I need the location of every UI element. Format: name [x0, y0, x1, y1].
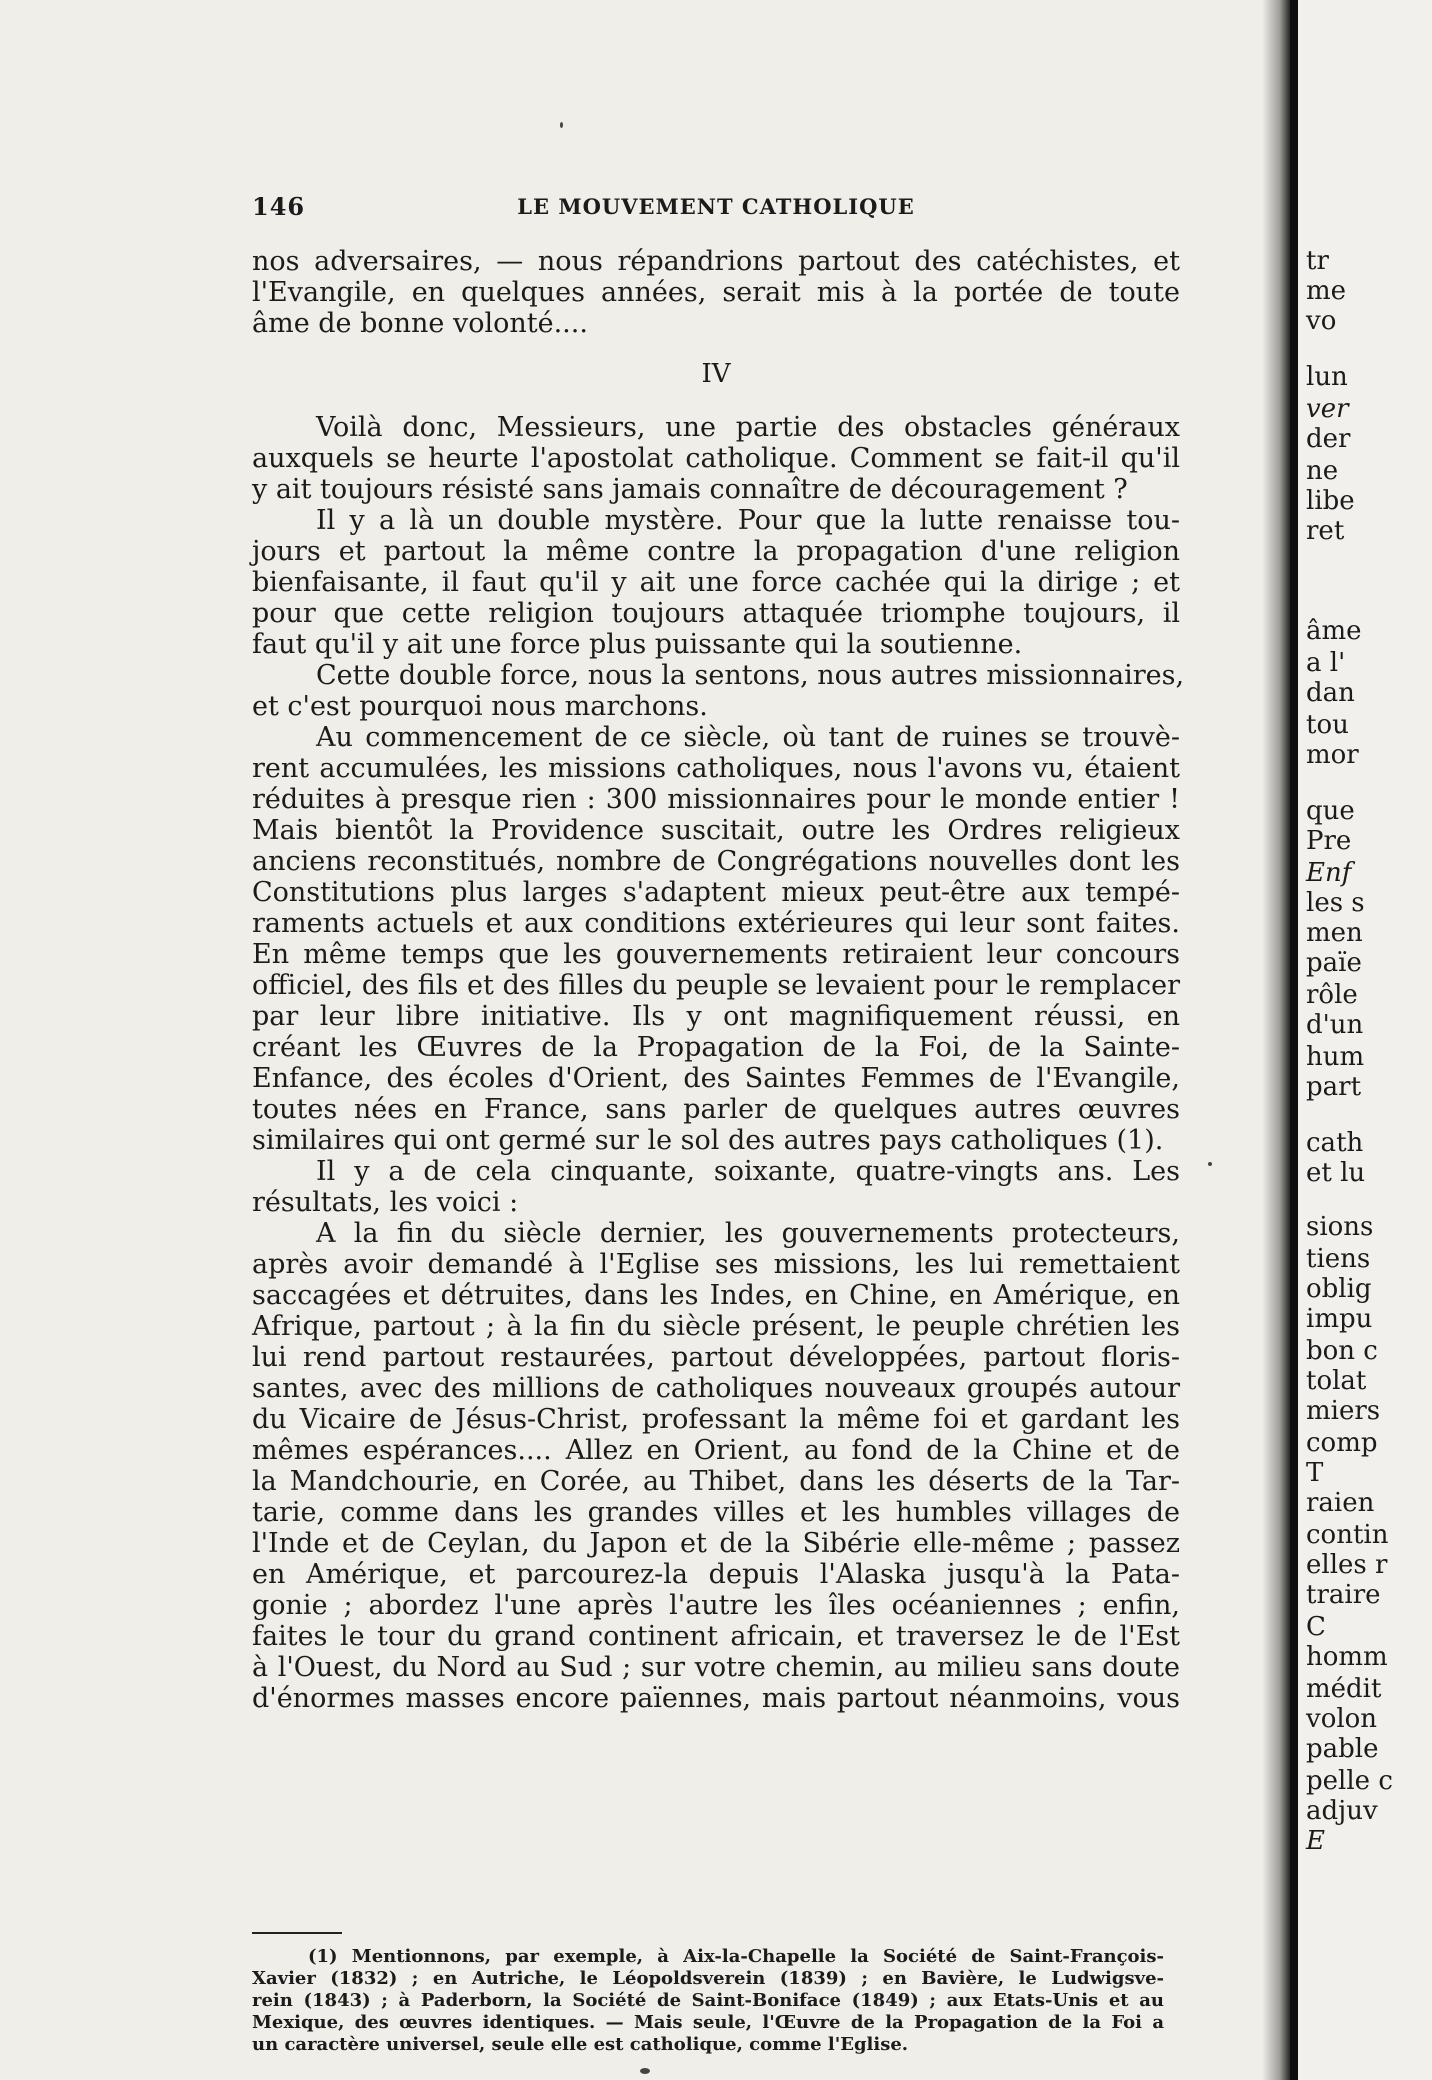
right-page-fragment: pable [1306, 1734, 1379, 1764]
body-text [252, 246, 1185, 1714]
right-page-fragment: pelle c [1306, 1766, 1393, 1796]
text-line: Il y a de cela cinquante, soixante, quatre-vingts ans. Les [316, 1156, 1180, 1187]
running-title: LE MOUVEMENT CATHOLIQUE [517, 194, 915, 219]
right-page-fragment: dan [1306, 678, 1355, 708]
text-line: Il y a là un double mystère. Pour que la lutte renaisse tou- [316, 505, 1180, 536]
right-page-edge [1298, 0, 1432, 2080]
footnote-line: Mexique, des œuvres identiques. — Mais seule, l'Œuvre de la Propagation de la Foi a [252, 2012, 1164, 2033]
text-line: et c'est pourquoi nous marchons. [252, 691, 708, 722]
right-page-fragment: homm [1306, 1642, 1388, 1672]
right-page-fragment: volon [1306, 1704, 1378, 1734]
right-page-fragment: comp [1306, 1428, 1378, 1458]
right-page-fragment: impu [1306, 1304, 1373, 1334]
right-page-fragment: cath [1306, 1128, 1364, 1158]
footnote-line: Xavier (1832) ; en Autriche, le Léopoldsverein (1839) ; en Bavière, le Ludwigsve- [252, 1968, 1164, 1989]
right-page-fragment: ver [1306, 394, 1349, 424]
text-line: raments actuels et aux conditions extérieures qui leur sont faites. [252, 908, 1180, 939]
right-page-fragment: vo [1306, 306, 1337, 336]
right-page-fragment: rôle [1306, 980, 1358, 1010]
scan-speck [640, 2068, 650, 2074]
text-line: après avoir demandé à l'Eglise ses missions, les lui remettaient [252, 1249, 1180, 1280]
text-line: pour que cette religion toujours attaquée triomphe toujours, il [252, 598, 1180, 629]
text-line: saccagées et détruites, dans les Indes, en Chine, en Amérique, en [252, 1280, 1180, 1311]
right-page-fragment: elles r [1306, 1550, 1388, 1580]
text-line: l'Evangile, en quelques années, serait mis à la portée de toute [252, 277, 1180, 308]
text-line: Voilà donc, Messieurs, une partie des obstacles généraux [316, 412, 1180, 443]
text-line: Afrique, partout ; à la fin du siècle présent, le peuple chrétien les [252, 1311, 1180, 1342]
right-page-fragment: contin [1306, 1520, 1389, 1550]
text-line: Cette double force, nous la sentons, nous autres missionnaires, [316, 660, 1185, 691]
footnote-line: rein (1843) ; à Paderborn, la Société de Saint-Boniface (1849) ; aux Etats-Unis et au [252, 1990, 1164, 2011]
right-page-fragment: médit [1306, 1674, 1382, 1704]
text-line: y ait toujours résisté sans jamais connaître de découragement ? [252, 474, 1128, 505]
right-page-fragment: bon c [1306, 1336, 1378, 1366]
right-page-fragment: mor [1306, 740, 1359, 770]
footnote-line: (1) Mentionnons, par exemple, à Aix-la-Chapelle la Société de Saint-François- [308, 1946, 1164, 1967]
text-line: résultats, les voici : [252, 1187, 519, 1218]
text-line: En même temps que les gouvernements retiraient leur concours [252, 939, 1180, 970]
footnote-line: un caractère universel, seule elle est catholique, comme l'Eglise. [252, 2034, 909, 2055]
right-page-fragment: part [1306, 1072, 1362, 1102]
right-page-fragment: E [1306, 1826, 1325, 1856]
right-page-fragment: T [1306, 1458, 1324, 1488]
text-line: la Mandchourie, en Corée, au Thibet, dans les déserts de la Tar- [252, 1466, 1180, 1497]
text-line: l'Inde et de Ceylan, du Japon et de la Sibérie elle-même ; passez [252, 1528, 1180, 1559]
right-page-fragment: Pre [1306, 826, 1352, 856]
text-line: à l'Ouest, du Nord au Sud ; sur votre chemin, au milieu sans doute [252, 1652, 1180, 1683]
text-line: officiel, des fils et des filles du peuple se levaient pour le remplacer [252, 970, 1180, 1001]
right-page-fragment: tolat [1306, 1366, 1367, 1396]
text-line: par leur libre initiative. Ils y ont magnifiquement réussi, en [252, 1001, 1180, 1032]
right-page-fragment: a l' [1306, 648, 1346, 678]
right-page-fragment: tr [1306, 246, 1329, 276]
right-page-fragment: ne [1306, 456, 1339, 486]
right-page-fragment: me [1306, 276, 1347, 306]
scan-speck [560, 122, 563, 128]
text-line: lui rend partout restaurées, partout développées, partout floris- [252, 1342, 1180, 1373]
right-page-fragment: oblig [1306, 1274, 1372, 1304]
right-page-fragment: que [1306, 796, 1355, 826]
right-page-fragment: der [1306, 424, 1351, 454]
text-line: gonie ; abordez l'une après l'autre les îles océaniennes ; enfin, [252, 1590, 1180, 1621]
text-line: anciens reconstitués, nombre de Congrégations nouvelles dont les [252, 846, 1180, 877]
right-page-fragment: âme [1306, 616, 1362, 646]
right-page-fragment: Enf [1306, 858, 1352, 888]
text-line: réduites à presque rien : 300 missionnaires pour le monde entier ! [252, 784, 1180, 815]
right-page-fragment: libe [1306, 486, 1355, 516]
text-line: faites le tour du grand continent africain, et traversez le de l'Est [252, 1621, 1180, 1652]
text-line: A la fin du siècle dernier, les gouvernements protecteurs, [316, 1218, 1180, 1249]
section-heading: IV [701, 359, 731, 389]
gutter-shadow [1262, 0, 1292, 2080]
text-line: du Vicaire de Jésus-Christ, professant la même foi et gardant les [252, 1404, 1180, 1435]
right-page-fragment: adjuv [1306, 1796, 1378, 1826]
right-page-fragment: lun [1306, 362, 1348, 392]
text-line: jours et partout la même contre la propagation d'une religion [252, 536, 1180, 567]
text-line: bienfaisante, il faut qu'il y ait une force cachée qui la dirige ; et [252, 567, 1180, 598]
text-line: similaires qui ont germé sur le sol des autres pays catholiques (1). [252, 1125, 1164, 1156]
right-page-fragment: tou [1306, 710, 1349, 740]
text-line: nos adversaires, — nous répandrions partout des catéchistes, et [252, 246, 1180, 277]
right-page-fragment: raien [1306, 1488, 1375, 1518]
right-page-fragment: ret [1306, 516, 1345, 546]
text-line: mêmes espérances.... Allez en Orient, au fond de la Chine et de [252, 1435, 1180, 1466]
text-line: tarie, comme dans les grandes villes et les humbles villages de [252, 1497, 1180, 1528]
text-line: en Amérique, et parcourez-la depuis l'Alaska jusqu'à la Pata- [252, 1559, 1180, 1590]
right-page-fragment: traire [1306, 1580, 1381, 1610]
right-page-fragment: et lu [1306, 1158, 1366, 1188]
footnote-rule [252, 1932, 342, 1934]
text-line: Au commencement de ce siècle, où tant de ruines se trouvè- [316, 722, 1180, 753]
scan-speck [1208, 1162, 1212, 1166]
right-page-fragment: men [1306, 918, 1363, 948]
right-page-fragment: C [1306, 1612, 1326, 1642]
page-number: 146 [252, 192, 306, 221]
right-page-fragment: miers [1306, 1396, 1381, 1426]
right-page-fragment: hum [1306, 1042, 1365, 1072]
text-line: Mais bientôt la Providence suscitait, outre les Ordres religieux [252, 815, 1180, 846]
right-page-fragment: les s [1306, 888, 1365, 918]
text-line: auxquels se heurte l'apostolat catholique. Comment se fait-il qu'il [252, 443, 1180, 474]
right-page-fragment: tiens [1306, 1244, 1371, 1274]
text-line: âme de bonne volonté.... [252, 308, 588, 339]
right-page-fragment: sions [1306, 1212, 1374, 1242]
gutter [1290, 0, 1298, 2080]
text-line: toutes nées en France, sans parler de quelques autres œuvres [252, 1094, 1180, 1125]
text-line: créant les Œuvres de la Propagation de la Foi, de la Sainte- [252, 1032, 1180, 1063]
text-line: Constitutions plus larges s'adaptent mieux peut-être aux tempé- [252, 877, 1180, 908]
footnote [252, 1946, 1164, 2056]
right-page-fragment: païe [1306, 948, 1362, 978]
text-line: d'énormes masses encore païennes, mais partout néanmoins, vous [252, 1683, 1180, 1714]
text-line: rent accumulées, les missions catholiques, nous l'avons vu, étaient [252, 753, 1180, 784]
text-line: faut qu'il y ait une force plus puissante qui la soutienne. [252, 629, 1023, 660]
text-line: santes, avec des millions de catholiques nouveaux groupés autour [252, 1373, 1180, 1404]
text-line: Enfance, des écoles d'Orient, des Saintes Femmes de l'Evangile, [252, 1063, 1180, 1094]
page-header [252, 192, 1180, 222]
right-page-fragment: d'un [1306, 1010, 1364, 1040]
